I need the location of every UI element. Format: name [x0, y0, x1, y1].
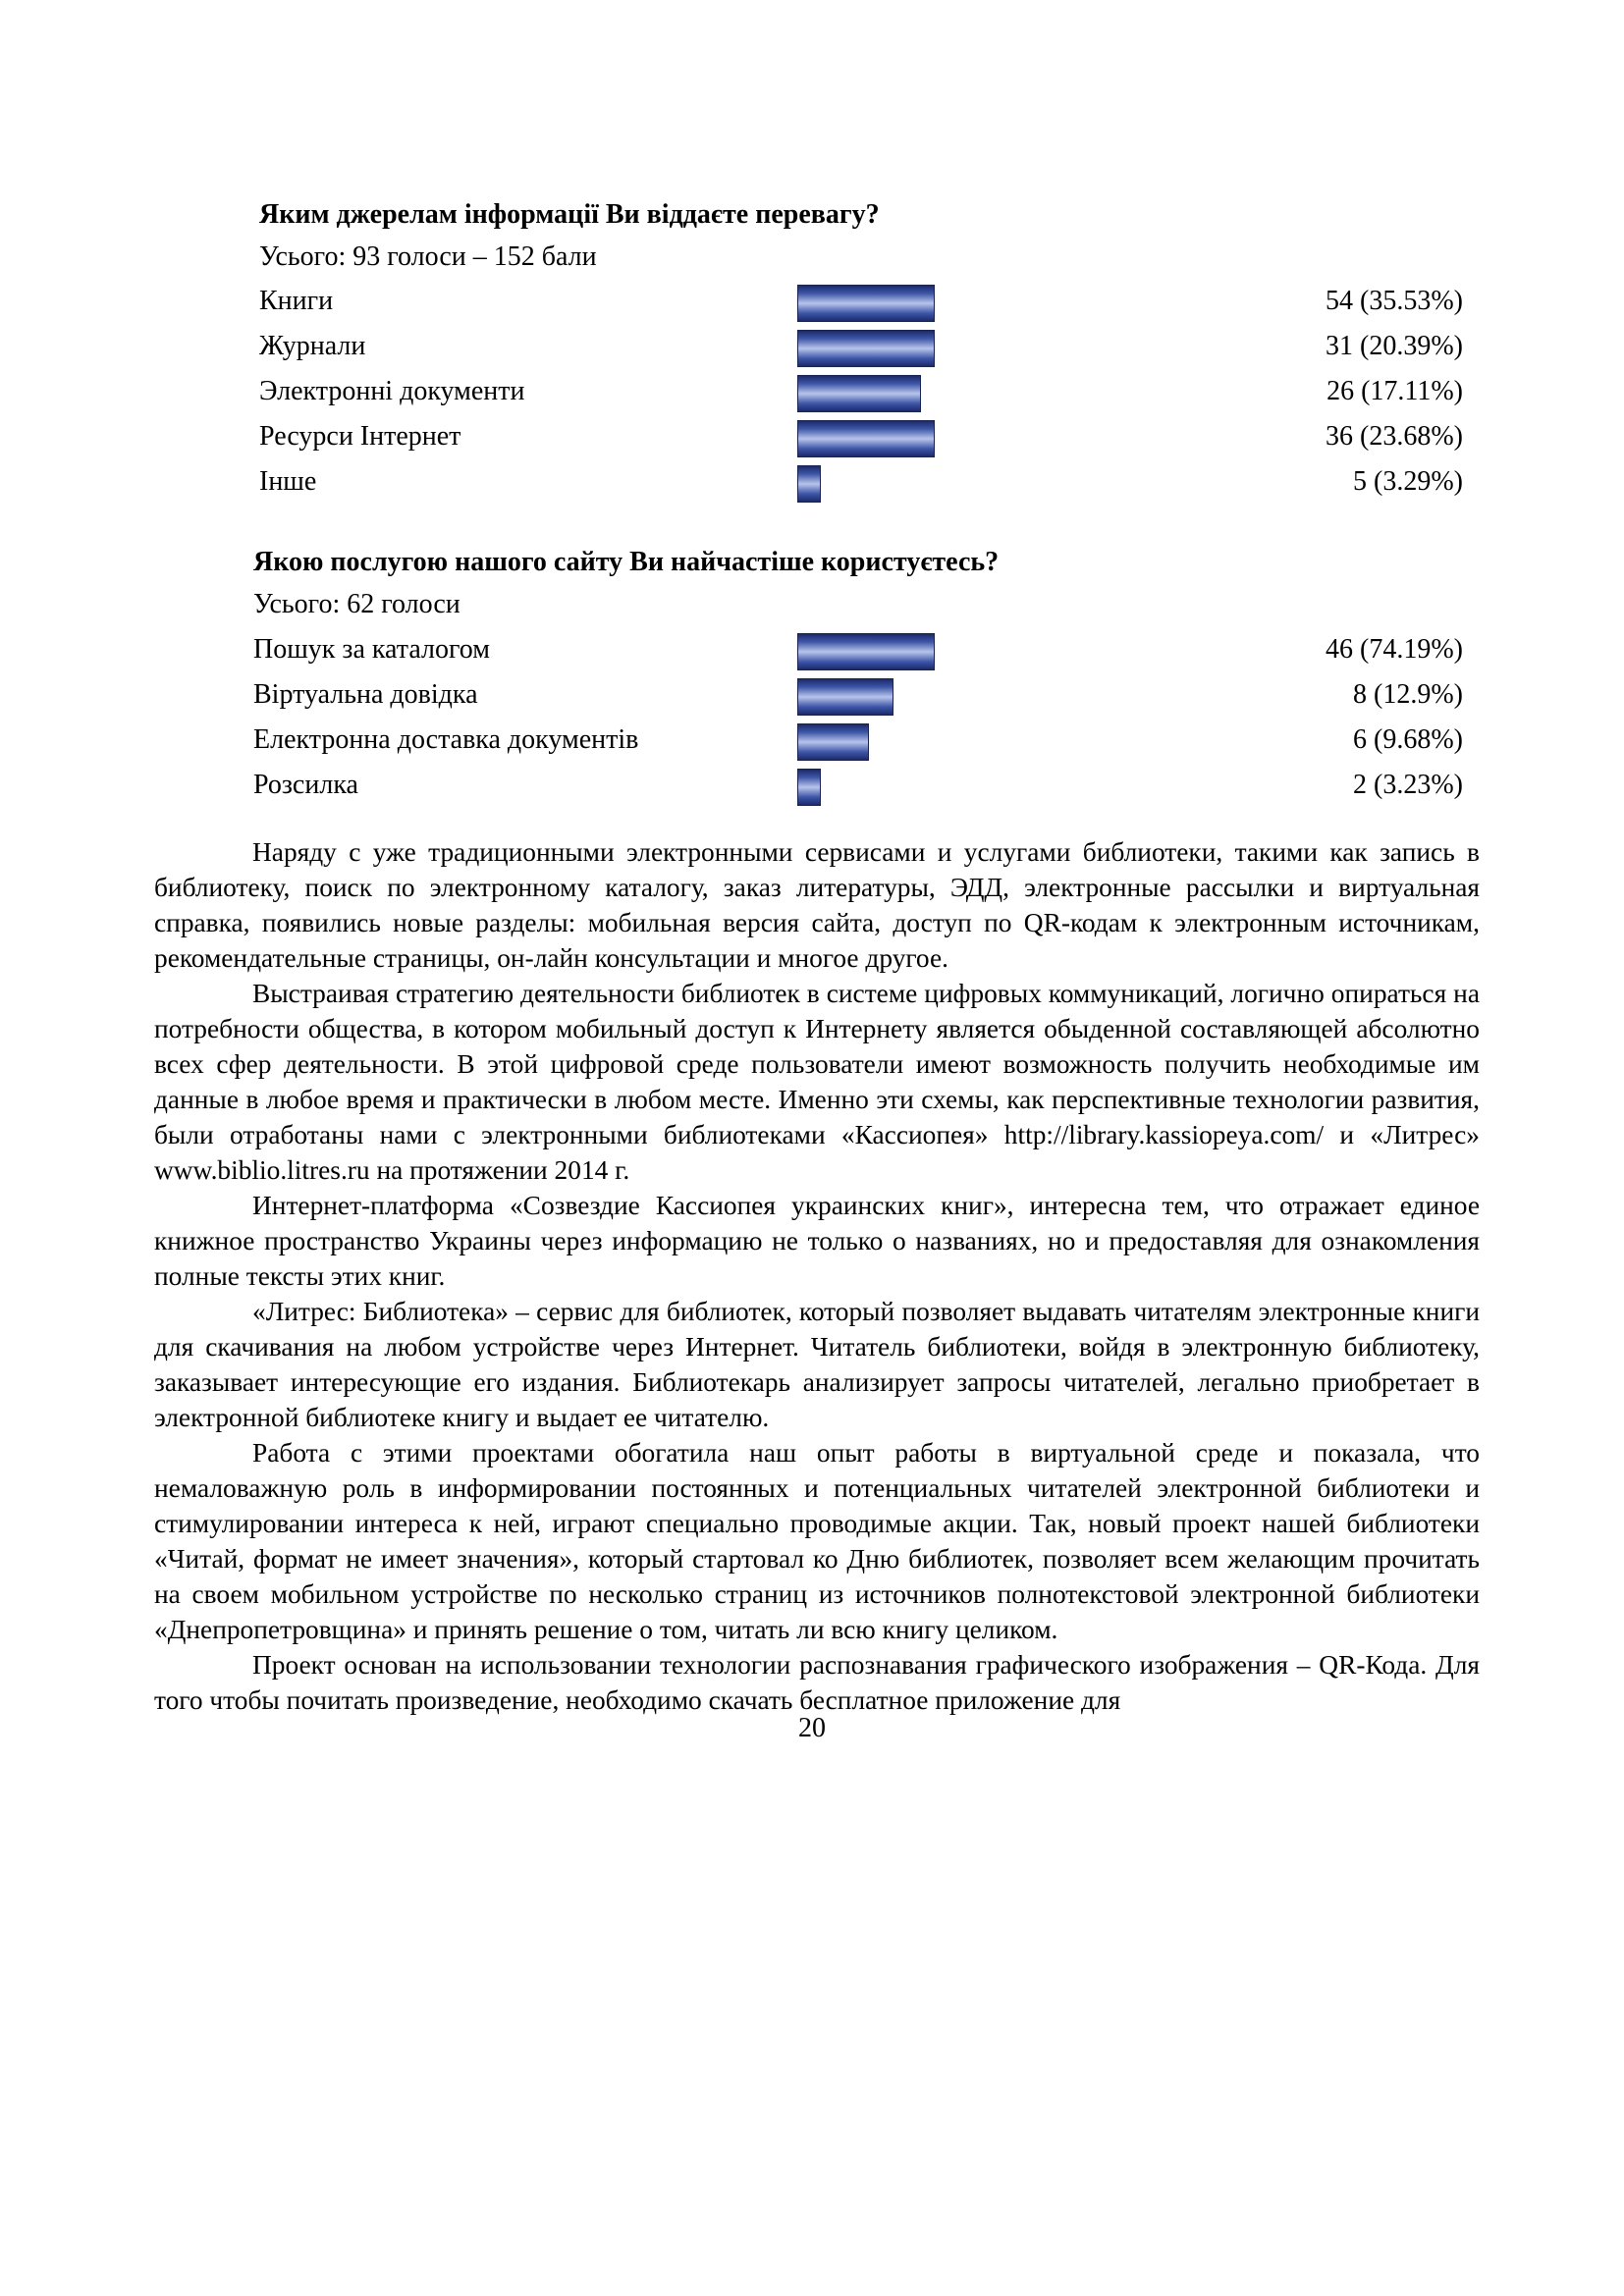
- survey-sources-row: [0, 372, 1624, 417]
- row-value: 26 (17.11%): [1326, 376, 1463, 406]
- row-label: Электронні документи: [259, 376, 525, 406]
- survey-services-total: Усього: 62 голоси: [253, 589, 460, 619]
- row-bar: [797, 420, 935, 457]
- row-label: Книги: [259, 286, 334, 316]
- row-value: 46 (74.19%): [1326, 634, 1463, 665]
- row-value: 2 (3.23%): [1353, 770, 1463, 800]
- paragraph: Проект основан на использовании технологии распознавания графического изображения – QR-Кода. Для того чтобы почитать произведение, необходимо скачать бесплатное приложение для: [154, 1650, 1480, 1715]
- body-text: [154, 834, 1480, 1718]
- paragraph: Наряду с уже традиционными электронными сервисами и услугами библиотеки, такими как запись в библиотеку, поиск по электронному каталогу, заказ литературы, ЭДД, электронные рассылки и виртуальная справка, появились новые разделы: мобильная версия сайта, доступ по QR-кодам к электронным источникам, рекомендательные страницы, он-лайн консультации и многое другое.: [154, 837, 1480, 973]
- row-label: Інше: [259, 466, 317, 497]
- row-value: 8 (12.9%): [1353, 679, 1463, 710]
- survey-services-row: [0, 675, 1624, 721]
- row-label: Ресурси Інтернет: [259, 421, 461, 452]
- survey-services-title: Якою послугою нашого сайту Ви найчастіше користуєтесь?: [253, 547, 1000, 577]
- row-bar: [797, 769, 821, 806]
- row-bar: [797, 375, 921, 412]
- paragraph: Работа с этими проектами обогатила наш опыт работы в виртуальной среде и показала, что немаловажную роль в информировании постоянных и потенциальных читателей электронной библиотеки и стимулировании интереса к ней, играют специально проводимые акции. Так, новый проект нашей библиотеки «Читай, формат не имеет значения», который стартовал ко Дню библиотек, позволяет всем желающим прочитать на своем мобильном устройстве по несколько страниц из источников полнотекстовой электронной библиотеки «Днепропетровщина» и принять решение о том, читать ли всю книгу целиком.: [154, 1438, 1480, 1644]
- row-bar: [797, 465, 821, 503]
- row-bar: [797, 723, 869, 761]
- row-value: 5 (3.29%): [1353, 466, 1463, 497]
- row-label: Журнали: [259, 331, 366, 361]
- survey-sources-row: [0, 417, 1624, 462]
- row-value: 31 (20.39%): [1326, 331, 1463, 361]
- survey-services-row: [0, 721, 1624, 766]
- survey-sources-title: Яким джерелам інформації Ви віддаєте перевагу?: [259, 199, 880, 230]
- row-bar: [797, 285, 935, 322]
- survey-services-row: [0, 766, 1624, 811]
- row-value: 36 (23.68%): [1326, 421, 1463, 452]
- survey-sources-total: Усього: 93 голоси – 152 бали: [259, 241, 597, 272]
- row-bar: [797, 678, 893, 716]
- row-label: Розсилка: [253, 770, 358, 800]
- survey-sources-row: [0, 327, 1624, 372]
- paragraph: Интернет-платформа «Созвездие Кассиопея украинских книг», интересна тем, что отражает единое книжное пространство Украины через информацию не только о названиях, но и предоставляя для ознакомления полные тексты этих книг.: [154, 1191, 1480, 1291]
- paragraph: «Литрес: Библиотека» – сервис для библиотек, который позволяет выдавать читателям электронные книги для скачивания на любом устройстве через Интернет. Читатель библиотеки, войдя в электронную библиотеку, заказывает интересующие его издания. Библиотекарь анализирует запросы читателей, легально приобретает в электронной библиотеке книгу и выдает ее читателю.: [154, 1297, 1480, 1432]
- row-bar: [797, 330, 935, 367]
- survey-services-row: [0, 630, 1624, 675]
- row-bar: [797, 633, 935, 670]
- row-label: Електронна доставка документів: [253, 724, 639, 755]
- survey-sources-row: [0, 282, 1624, 327]
- row-value: 6 (9.68%): [1353, 724, 1463, 755]
- paragraph: Выстраивая стратегию деятельности библиотек в системе цифровых коммуникаций, логично опираться на потребности общества, в котором мобильный доступ к Интернету является обыденной составляющей абсолютно всех сфер деятельности. В этой цифровой среде пользователи имеют возможность получить необходимые им данные в любое время и практически в любом месте. Именно эти схемы, как перспективные технологии развития, были отработаны нами с электронными библиотеками «Кассиопея» http://library.kassiopeya.com/ и «Литрес» www.biblio.litres.ru на протяжении 2014 г.: [154, 979, 1480, 1185]
- row-label: Пошук за каталогом: [253, 634, 490, 665]
- page-number: 20: [798, 1713, 826, 1743]
- row-label: Віртуальна довідка: [253, 679, 478, 710]
- survey-sources-row: [0, 462, 1624, 507]
- row-value: 54 (35.53%): [1326, 286, 1463, 316]
